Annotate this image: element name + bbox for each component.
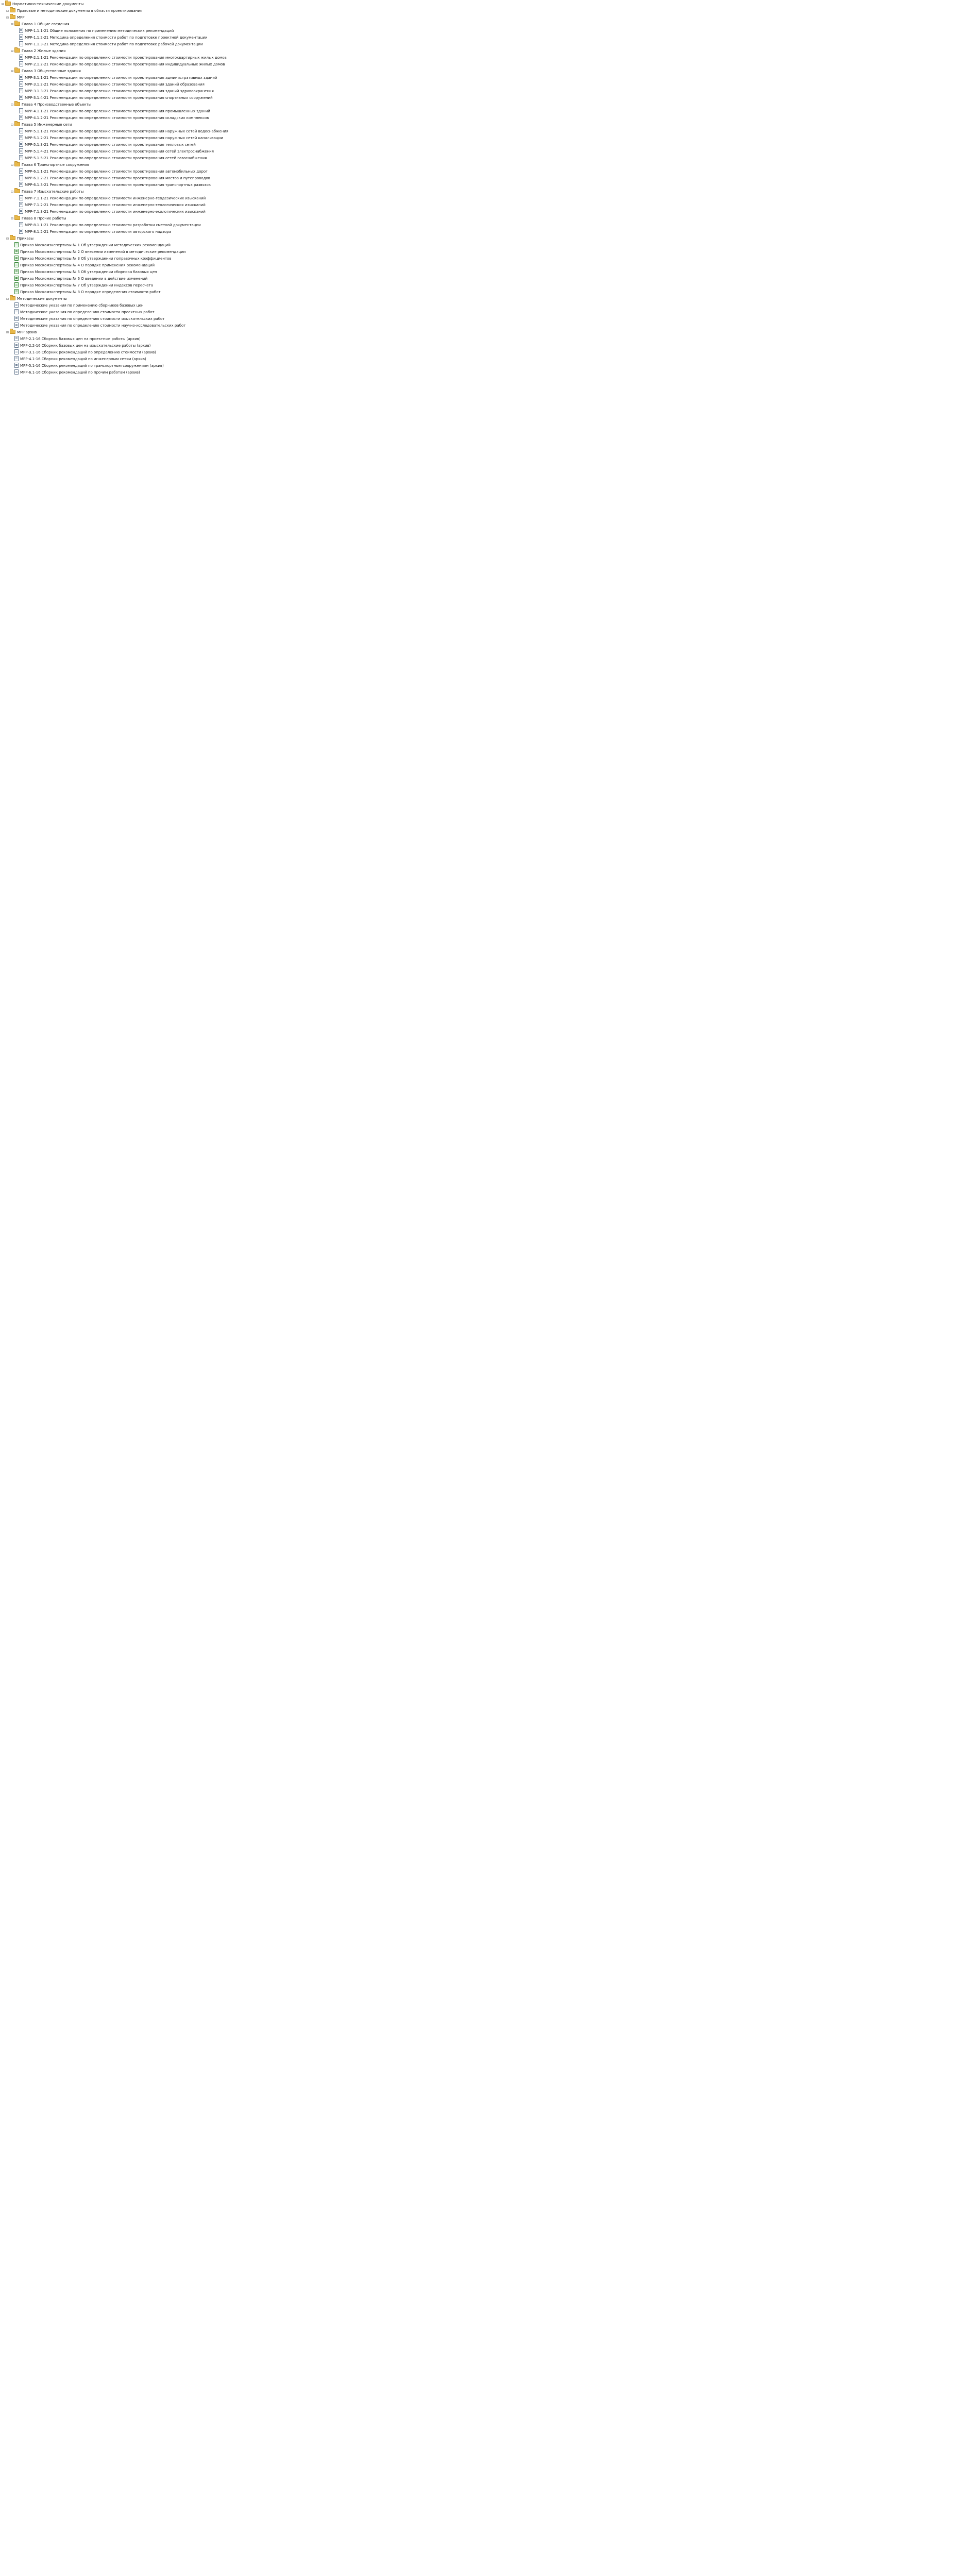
document-icon [14, 262, 19, 267]
tree-item-label: Глава 5 Инженерные сети [22, 123, 72, 127]
tree-document[interactable] [15, 35, 208, 41]
document-icon [19, 35, 23, 40]
tree-item-label: МРР-6.1-16 Сборник рекомендаций по прочим работам (архив) [20, 370, 140, 375]
tree-document[interactable] [15, 182, 211, 189]
tree-document[interactable] [10, 356, 146, 363]
tree-document[interactable] [15, 222, 201, 229]
tree-document[interactable] [10, 349, 156, 356]
document-icon [19, 155, 23, 160]
folder-icon [10, 330, 15, 334]
tree-item-label: МРР-4.1-16 Сборник рекомендаций по инженерным сетям (архив) [20, 357, 146, 361]
document-icon [19, 222, 23, 227]
tree-document[interactable] [15, 135, 223, 142]
tree-document[interactable] [15, 28, 174, 35]
tree-document[interactable] [15, 61, 225, 68]
document-icon [14, 336, 19, 341]
folder-icon [14, 189, 20, 193]
document-icon [14, 289, 19, 294]
document-icon [19, 41, 23, 46]
tree-item-label: МРР-5.1.4-21 Рекомендации по определению стоимости проектирования сетей электроснабжения [25, 149, 214, 154]
folder-icon [10, 236, 15, 240]
document-icon [19, 61, 23, 66]
folder-icon [14, 69, 20, 73]
tree-item-label: МРР-1.1.3-21 Методика определения стоимости работ по подготовке рабочей документации [25, 42, 203, 46]
tree-item-label: МРР-8.1.2-21 Рекомендации по определению стоимости авторского надзора [25, 230, 171, 234]
document-icon [14, 242, 19, 247]
tree-document[interactable] [15, 55, 227, 61]
document-icon [19, 55, 23, 60]
tree-item-label: МРР-3.1.4-21 Рекомендации по определению стоимости проектирования спортивных сооружений [25, 96, 213, 100]
collapse-icon[interactable]: ⊟ [10, 190, 14, 194]
collapse-icon[interactable]: ⊟ [10, 217, 14, 221]
tree-document[interactable] [10, 249, 185, 256]
tree-document[interactable] [10, 262, 155, 269]
tree-document[interactable] [10, 309, 155, 316]
tree-item-label: МРР-2.1.2-21 Рекомендации по определению стоимости проектирования индивидуальных жилых домов [25, 62, 225, 66]
tree-item-label: МРР-2.1.1-21 Рекомендации по определению стоимости проектирования многоквартирных жилых домов [25, 56, 227, 60]
tree-item-label: Приказ Москомэкспертизы № 8 О порядке определения стоимости работ [20, 290, 161, 294]
tree-item-label: МРР-2.1-16 Сборник базовых цен на проектные работы (архив) [20, 337, 141, 341]
tree-document[interactable] [15, 108, 210, 115]
collapse-icon[interactable]: ⊟ [6, 16, 9, 20]
document-icon [14, 349, 19, 354]
tree-item-label: Приказ Москомэкспертизы № 3 Об утверждении поправочных коэффициентов [20, 257, 172, 261]
document-icon [19, 88, 23, 93]
document-icon [19, 209, 23, 214]
tree-document[interactable] [10, 276, 147, 282]
tree-item-label: МРР-5.1.1-21 Рекомендации по определению стоимости проектирования наружных сетей водоснабжения [25, 129, 229, 133]
folder-icon [14, 122, 20, 126]
tree-item-label: МРР-1.1.2-21 Методика определения стоимости работ по подготовке проектной документации [25, 36, 208, 40]
tree-item-label: МРР-1.1.1-21 Общие положения по применению методических рекомендаций [25, 29, 174, 33]
tree-document[interactable] [10, 369, 140, 376]
document-icon [14, 269, 19, 274]
tree-folder[interactable] [10, 21, 70, 28]
collapse-icon[interactable]: ⊟ [6, 331, 9, 334]
tree-item-label: Приказ Москомэкспертизы № 5 Об утверждении сборника базовых цен [20, 270, 157, 274]
tree-item-label: Глава 8 Прочие работы [22, 216, 66, 221]
tree-item-label: Нормативно-технические документы [12, 2, 84, 6]
tree-document[interactable] [10, 282, 153, 289]
tree-document[interactable] [15, 202, 206, 209]
document-icon [19, 128, 23, 133]
tree-item-label: Глава 4 Производственные объекты [22, 103, 92, 107]
tree-document[interactable] [10, 323, 185, 329]
folder-icon [14, 22, 20, 26]
document-icon [14, 276, 19, 281]
collapse-icon[interactable]: ⊟ [10, 103, 14, 107]
folder-icon [10, 8, 15, 12]
tree-folder[interactable] [6, 8, 142, 14]
tree-document[interactable] [15, 168, 208, 175]
collapse-icon[interactable]: ⊟ [10, 23, 14, 26]
collapse-icon[interactable]: ⊟ [10, 163, 14, 167]
tree-document[interactable] [15, 115, 209, 122]
collapse-icon[interactable]: ⊟ [1, 3, 5, 6]
document-icon [19, 175, 23, 180]
tree-folder[interactable] [10, 68, 81, 75]
tree-document[interactable] [15, 195, 206, 202]
tree-item-label: МРР-4.1.1-21 Рекомендации по определению стоимости проектирования промышленных зданий [25, 109, 210, 113]
document-icon [14, 369, 19, 375]
tree-item-label: Приказ Москомэкспертизы № 1 Об утверждении методических рекомендаций [20, 243, 171, 247]
tree-document[interactable] [15, 128, 228, 135]
tree-document[interactable] [15, 209, 206, 215]
tree-document[interactable] [15, 95, 213, 101]
document-icon [19, 81, 23, 87]
document-icon [19, 202, 23, 207]
document-icon [19, 182, 23, 187]
tree-item-label: Методические документы [17, 297, 67, 301]
tree-item-label: Глава 2 Жилые здания [22, 49, 66, 53]
tree-document[interactable] [10, 343, 150, 349]
tree-item-label: МРР-2.2-16 Сборник базовых цен на изыскательские работы (архив) [20, 344, 151, 348]
tree-item-label: МРР-6.1.1-21 Рекомендации по определению стоимости проектирования автомобильных дорог [25, 170, 208, 174]
collapse-icon[interactable]: ⊟ [10, 70, 14, 73]
collapse-icon[interactable]: ⊟ [6, 9, 9, 13]
document-icon [19, 148, 23, 154]
tree-item-label: МРР [17, 15, 25, 20]
tree-document[interactable] [15, 142, 196, 148]
tree-folder[interactable] [6, 235, 33, 242]
tree-item-label: МРР-5.1.2-21 Рекомендации по определению стоимости проектирования наружных сетей канализации [25, 136, 223, 140]
tree-item-label: Методические указания по определению стоимости проектных работ [20, 310, 155, 314]
tree-document[interactable] [15, 75, 217, 81]
tree-item-label: Глава 1 Общие сведения [22, 22, 70, 26]
document-icon [19, 75, 23, 80]
tree-document[interactable] [10, 289, 161, 296]
collapse-icon[interactable]: ⊟ [10, 49, 14, 53]
tree-folder[interactable] [6, 296, 67, 302]
folder-icon [10, 296, 15, 300]
folder-icon [14, 102, 20, 106]
document-icon [14, 363, 19, 368]
folder-icon [5, 2, 11, 6]
tree-item-label: Приказы [17, 236, 34, 241]
document-icon [14, 316, 19, 321]
folder-icon [10, 15, 15, 19]
tree-document[interactable] [15, 81, 205, 88]
document-icon [14, 302, 19, 308]
tree-document[interactable] [15, 175, 210, 182]
tree-document[interactable] [15, 229, 171, 235]
tree-item-label: МРР-5.1.3-21 Рекомендации по определению стоимости проектирования тепловых сетей [25, 143, 196, 147]
document-icon [14, 356, 19, 361]
folder-icon [14, 162, 20, 166]
folder-icon [14, 216, 20, 220]
document-icon [19, 135, 23, 140]
document-icon [19, 195, 23, 200]
tree-item-label: Методические указания по определению стоимости изыскательских работ [20, 317, 165, 321]
tree-folder[interactable] [10, 101, 91, 108]
tree-item-label: МРР-6.1.2-21 Рекомендации по определению стоимости проектирования мостов и путепроводов [25, 176, 210, 180]
tree-item-label: МРР-4.1.2-21 Рекомендации по определению стоимости проектирования складских комплексов [25, 116, 209, 120]
tree-item-label: МРР-7.1.1-21 Рекомендации по определению стоимости инженерно-геодезических изысканий [25, 196, 206, 200]
document-icon [14, 309, 19, 314]
tree-item-label: МРР-5.1-16 Сборник рекомендаций по транспортным сооружениям (архив) [20, 364, 164, 368]
document-icon [14, 282, 19, 287]
document-icon [14, 343, 19, 348]
document-icon [19, 108, 23, 113]
document-icon [19, 115, 23, 120]
tree-document[interactable] [15, 148, 214, 155]
tree-folder[interactable] [6, 329, 37, 336]
tree-item-label: Методические указания по применению сборников базовых цен [20, 303, 144, 308]
document-icon [19, 229, 23, 234]
document-icon [14, 249, 19, 254]
tree-item-label: МРР-3.1-16 Сборник рекомендаций по определению стоимости (архив) [20, 350, 156, 354]
tree-document[interactable] [10, 242, 171, 249]
tree-item-label: Методические указания по определению стоимости научно-исследовательских работ [20, 324, 186, 328]
document-icon [19, 28, 23, 33]
document-icon [19, 95, 23, 100]
tree-item-label: Приказ Москомэкспертизы № 7 Об утверждении индексов пересчета [20, 283, 153, 287]
tree-item-label: МРР-6.1.3-21 Рекомендации по определению стоимости проектирования транспортных развязок [25, 183, 211, 187]
tree-document[interactable] [10, 256, 171, 262]
tree-item-label: МРР-5.1.5-21 Рекомендации по определению стоимости проектирования сетей газоснабжения [25, 156, 207, 160]
collapse-icon[interactable]: ⊟ [6, 237, 9, 241]
tree-folder[interactable] [10, 215, 66, 222]
tree-item-label: МРР-3.1.2-21 Рекомендации по определению стоимости проектирования зданий образования [25, 82, 205, 87]
tree-document[interactable] [10, 269, 157, 276]
tree-item-label: Приказ Москомэкспертизы № 4 О порядке применения рекомендаций [20, 263, 155, 267]
tree-document[interactable] [15, 88, 214, 95]
tree-item-label: Глава 6 Транспортные сооружения [22, 163, 89, 167]
collapse-icon[interactable]: ⊟ [10, 123, 14, 127]
document-icon [14, 256, 19, 261]
folder-icon [14, 48, 20, 53]
tree-document[interactable] [10, 336, 141, 343]
tree-folder[interactable] [10, 122, 72, 128]
document-icon [14, 323, 19, 328]
tree-item-label: Приказ Москомэкспертизы № 6 О введении в действие изменений [20, 277, 148, 281]
tree-document[interactable] [15, 155, 207, 162]
tree-item-label: Приказ Москомэкспертизы № 2 О внесении изменений в методические рекомендации [20, 250, 186, 254]
tree-item-label: МРР-7.1.3-21 Рекомендации по определению стоимости инженерно-экологических изысканий [25, 210, 206, 214]
tree-folder[interactable] [1, 1, 83, 8]
tree-document[interactable] [10, 316, 164, 323]
tree-folder[interactable] [10, 189, 83, 195]
tree-item-label: МРР-3.1.1-21 Рекомендации по определению стоимости проектирования административных зданий [25, 76, 217, 80]
tree-item-label: МРР-3.1.3-21 Рекомендации по определению стоимости проектирования зданий здравоохранения [25, 89, 214, 93]
tree-document[interactable] [10, 363, 164, 369]
tree-document[interactable] [10, 302, 143, 309]
tree-item-label: Глава 3 Общественные здания [22, 69, 81, 73]
tree-item-label: Глава 7 Изыскательские работы [22, 190, 84, 194]
document-icon [19, 142, 23, 147]
tree-item-label: МРР архив [17, 330, 37, 334]
tree-folder[interactable] [10, 162, 89, 168]
tree-folder[interactable] [10, 48, 65, 55]
document-icon [19, 168, 23, 174]
collapse-icon[interactable]: ⊟ [6, 297, 9, 301]
tree-item-label: Правовые и методические документы в области проектирования [17, 9, 143, 13]
tree-item-label: МРР-7.1.2-21 Рекомендации по определению стоимости инженерно-геологических изысканий [25, 203, 206, 207]
tree-document[interactable] [15, 41, 203, 48]
tree-item-label: МРР-8.1.1-21 Рекомендации по определению стоимости разработки сметной документации [25, 223, 201, 227]
